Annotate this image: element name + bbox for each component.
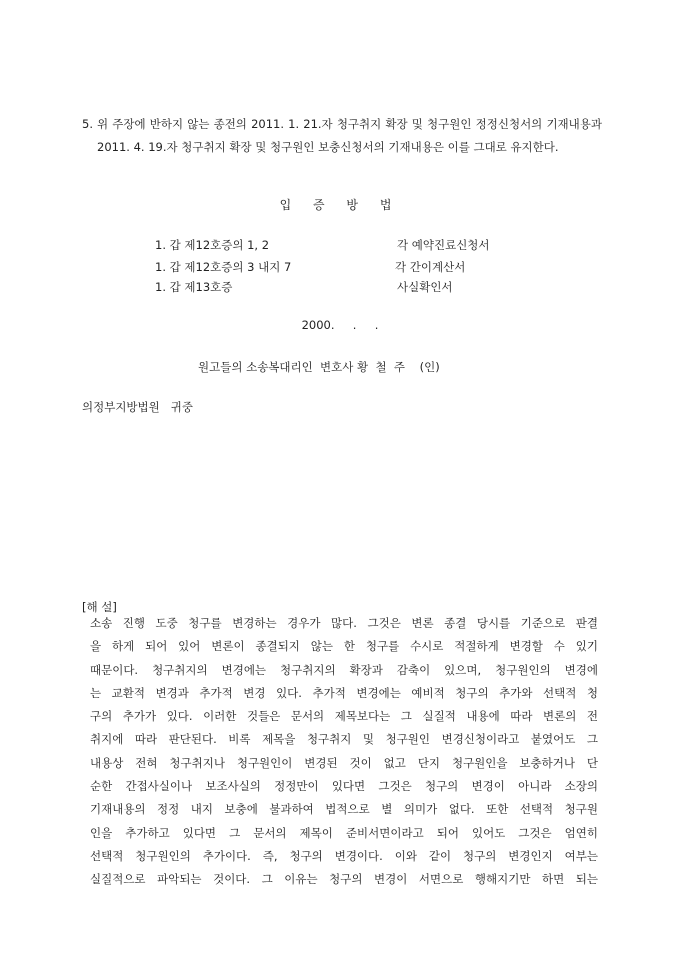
commentary-line: 때문이다. 청구취지의 변경에는 청구취지의 확장과 감축이 있으며, 청구원인의 변경에 bbox=[90, 662, 598, 677]
evidence-item bbox=[155, 279, 453, 295]
commentary-line: 내용상 전혀 청구취지나 청구원인이 변경된 것이 없고 단지 청구원인을 보충하거나 단 bbox=[90, 755, 598, 770]
signer-line: 원고들의 소송복대리인 변호사 황 철 주 (인) bbox=[198, 360, 440, 374]
court-addressee: 의정부지방법원 귀중 bbox=[82, 400, 193, 414]
evidence-heading: 입 증 방 법 bbox=[279, 198, 401, 212]
commentary-line: 는 교환적 변경과 추가적 변경 있다. 추가적 변경에는 예비적 청구의 추가와 선택적 청 bbox=[90, 685, 598, 700]
paragraph-5 bbox=[82, 113, 602, 159]
evidence-item-desc: 각 간이계산서 bbox=[395, 260, 466, 274]
evidence-item bbox=[155, 237, 490, 253]
commentary-line: 소송 진행 도중 청구를 변경하는 경우가 많다. 그것은 변론 종결 당시를 기준으로 판결 bbox=[90, 616, 598, 630]
commentary-line: 기재내용의 정정 내지 보충에 불과하여 법적으로 별 의미가 없다. 또한 선택적 청구원 bbox=[90, 802, 598, 817]
document-date: 2000. . . bbox=[301, 318, 379, 332]
commentary-line: 을 하게 되어 있어 변론이 종결되지 않는 한 청구를 수시로 적절하게 변경할 수 있기 bbox=[90, 639, 598, 654]
commentary-line: 인을 추가하고 있다면 그 문서의 제목이 준비서면이라고 되어 있어도 그것은 엄연히 bbox=[90, 825, 598, 840]
paragraph-text: 위 주장에 반하지 않는 종전의 2011. 1. 21.자 청구취지 확장 및 청구원인 정정신청서의 기재내용과 2011. 4. 19.자 청구취지 확장 및 청구원인 보충신청서의 기재내용은 이를 그대로 유지한다. bbox=[97, 117, 602, 154]
commentary-line: 취지에 따라 판단된다. 비록 제목을 청구취지 및 청구원인 변경신청이라고 붙였어도 그 bbox=[90, 732, 598, 747]
evidence-item bbox=[155, 259, 466, 275]
evidence-item-label: 1. 갑 제13호증 bbox=[155, 280, 233, 294]
evidence-item-label: 1. 갑 제12호증의 3 내지 7 bbox=[155, 260, 292, 274]
evidence-item-desc: 사실확인서 bbox=[397, 280, 453, 294]
commentary-line: 실질적으로 파악되는 것이다. 그 이유는 청구의 변경이 서면으로 행해지기만 하면 되는 bbox=[90, 872, 598, 887]
commentary-title: [해 설] bbox=[82, 600, 117, 614]
commentary-body bbox=[90, 612, 598, 892]
commentary-line: 순한 간접사실이나 보조사실의 정정만이 있다면 그것은 청구의 변경이 아니라 소장의 bbox=[90, 779, 598, 794]
commentary-line: 선택적 청구원인의 추가이다. 즉, 청구의 변경이다. 이와 같이 청구의 변경인지 여부는 bbox=[90, 848, 598, 863]
evidence-item-label: 1. 갑 제12호증의 1, 2 bbox=[155, 238, 270, 252]
evidence-item-desc: 각 예약진료신청서 bbox=[397, 238, 490, 252]
commentary-line: 구의 추가가 있다. 이러한 것들은 문서의 제목보다는 그 실질적 내용에 따라 변론의 전 bbox=[90, 709, 598, 724]
paragraph-number: 5. bbox=[82, 117, 93, 131]
